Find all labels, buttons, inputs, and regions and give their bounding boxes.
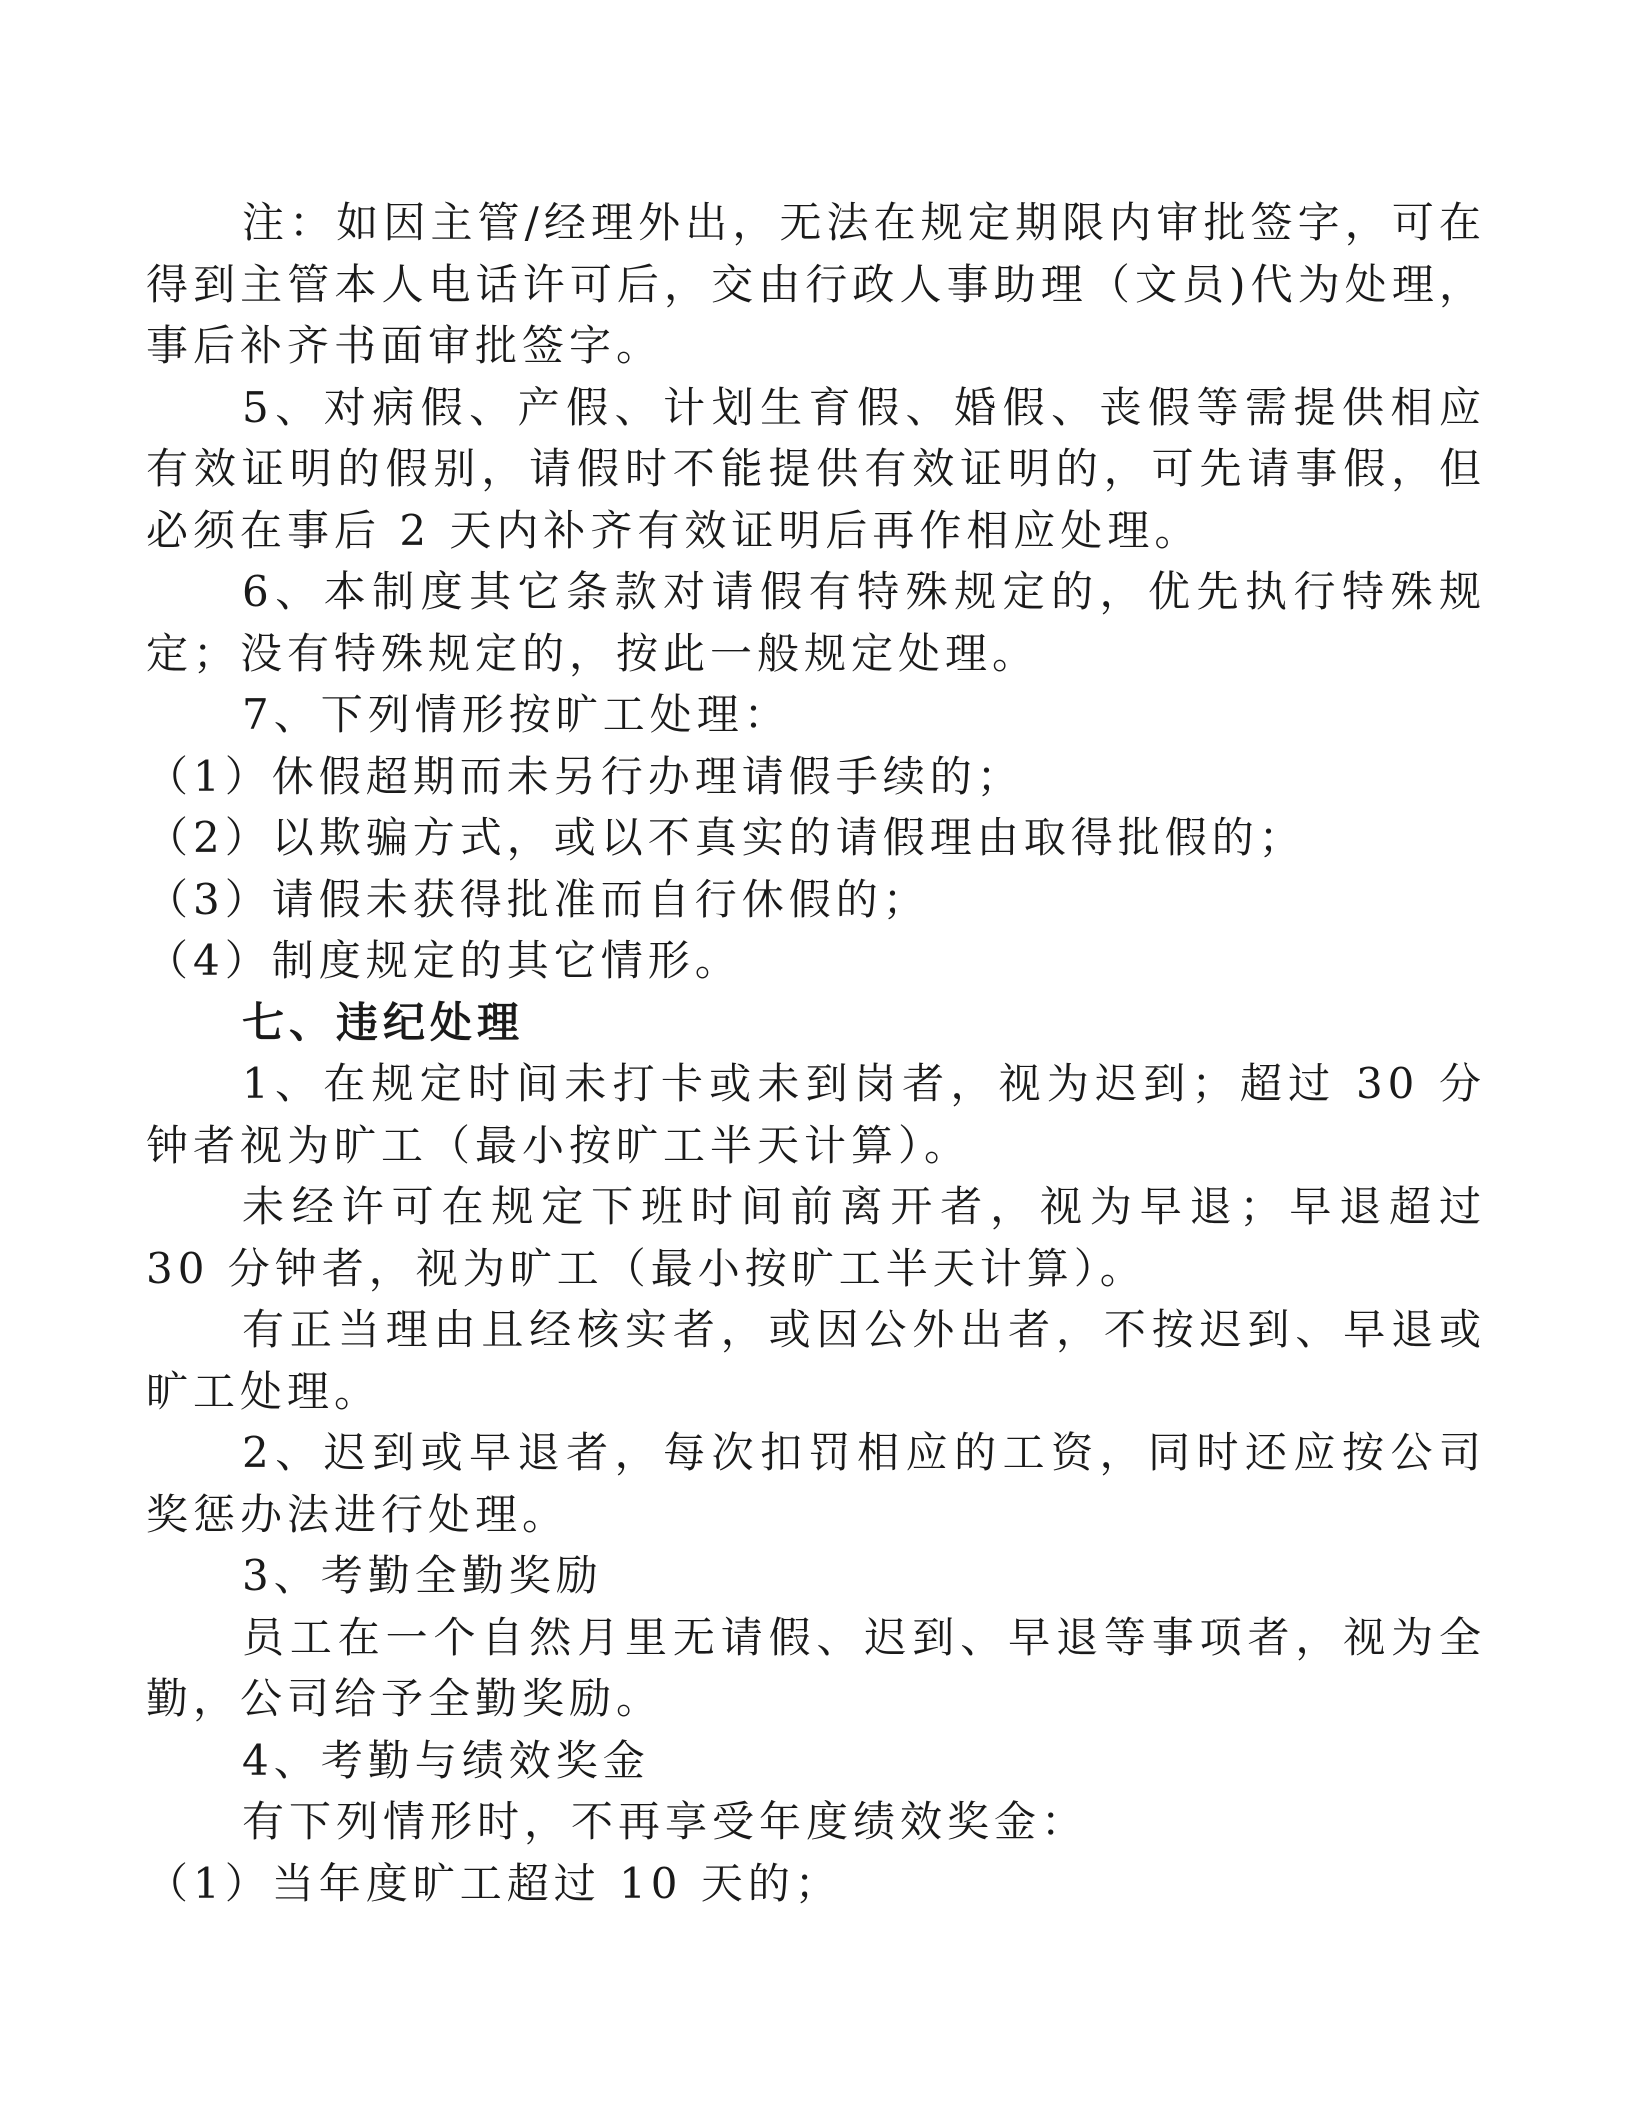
discipline-1-paragraph: 1、在规定时间未打卡或未到岗者，视为迟到；超过 30 分钟者视为旷工（最小按旷工半天计算）。 <box>146 1059 1486 1170</box>
exemption-paragraph: 有正当理由且经核实者，或因公外出者，不按迟到、早退或旷工处理。 <box>146 1305 1486 1416</box>
clause-6-paragraph: 6、本制度其它条款对请假有特殊规定的，优先执行特殊规定；没有特殊规定的，按此一般规定处理。 <box>146 567 1486 678</box>
full-attendance-paragraph: 员工在一个自然月里无请假、迟到、早退等事项者，视为全勤，公司给予全勤奖励。 <box>146 1612 1486 1723</box>
list-item: （1）当年度旷工超过 10 天的； <box>146 1858 842 1908</box>
list-item: （3）请假未获得批准而自行休假的； <box>146 874 930 924</box>
discipline-2-paragraph: 2、迟到或早退者，每次扣罚相应的工资，同时还应按公司奖惩办法进行处理。 <box>146 1428 1486 1539</box>
list-item: （1）休假超期而未另行办理请假手续的； <box>146 751 1024 801</box>
bonus-conditions-paragraph: 有下列情形时，不再享受年度绩效奖金： <box>242 1797 1089 1846</box>
list-item: （4）制度规定的其它情形。 <box>146 936 742 985</box>
document-body <box>146 192 1486 1914</box>
section-heading: 七、违纪处理 <box>242 997 525 1047</box>
clause-5-paragraph: 5、对病假、产假、计划生育假、婚假、丧假等需提供相应有效证明的假别，请假时不能提供有效证明的，可先请事假，但必须在事后 2 天内补齐有效证明后再作相应处理。 <box>146 382 1486 555</box>
discipline-3-heading: 3、考勤全勤奖励 <box>242 1551 603 1600</box>
list-item: （2）以欺骗方式，或以不真实的请假理由取得批假的； <box>146 813 1306 862</box>
note-paragraph: 注：如因主管/经理外出，无法在规定期限内审批签字，可在得到主管本人电话许可后，交由行政人事助理（文员)代为处理，事后补齐书面审批签字。 <box>146 198 1486 370</box>
discipline-4-heading: 4、考勤与绩效奖金 <box>242 1735 650 1785</box>
clause-7-paragraph: 7、下列情形按旷工处理： <box>242 690 791 739</box>
early-leave-paragraph: 未经许可在规定下班时间前离开者，视为早退；早退超过 30 分钟者，视为旷工（最小按旷工半天计算）。 <box>146 1182 1486 1293</box>
